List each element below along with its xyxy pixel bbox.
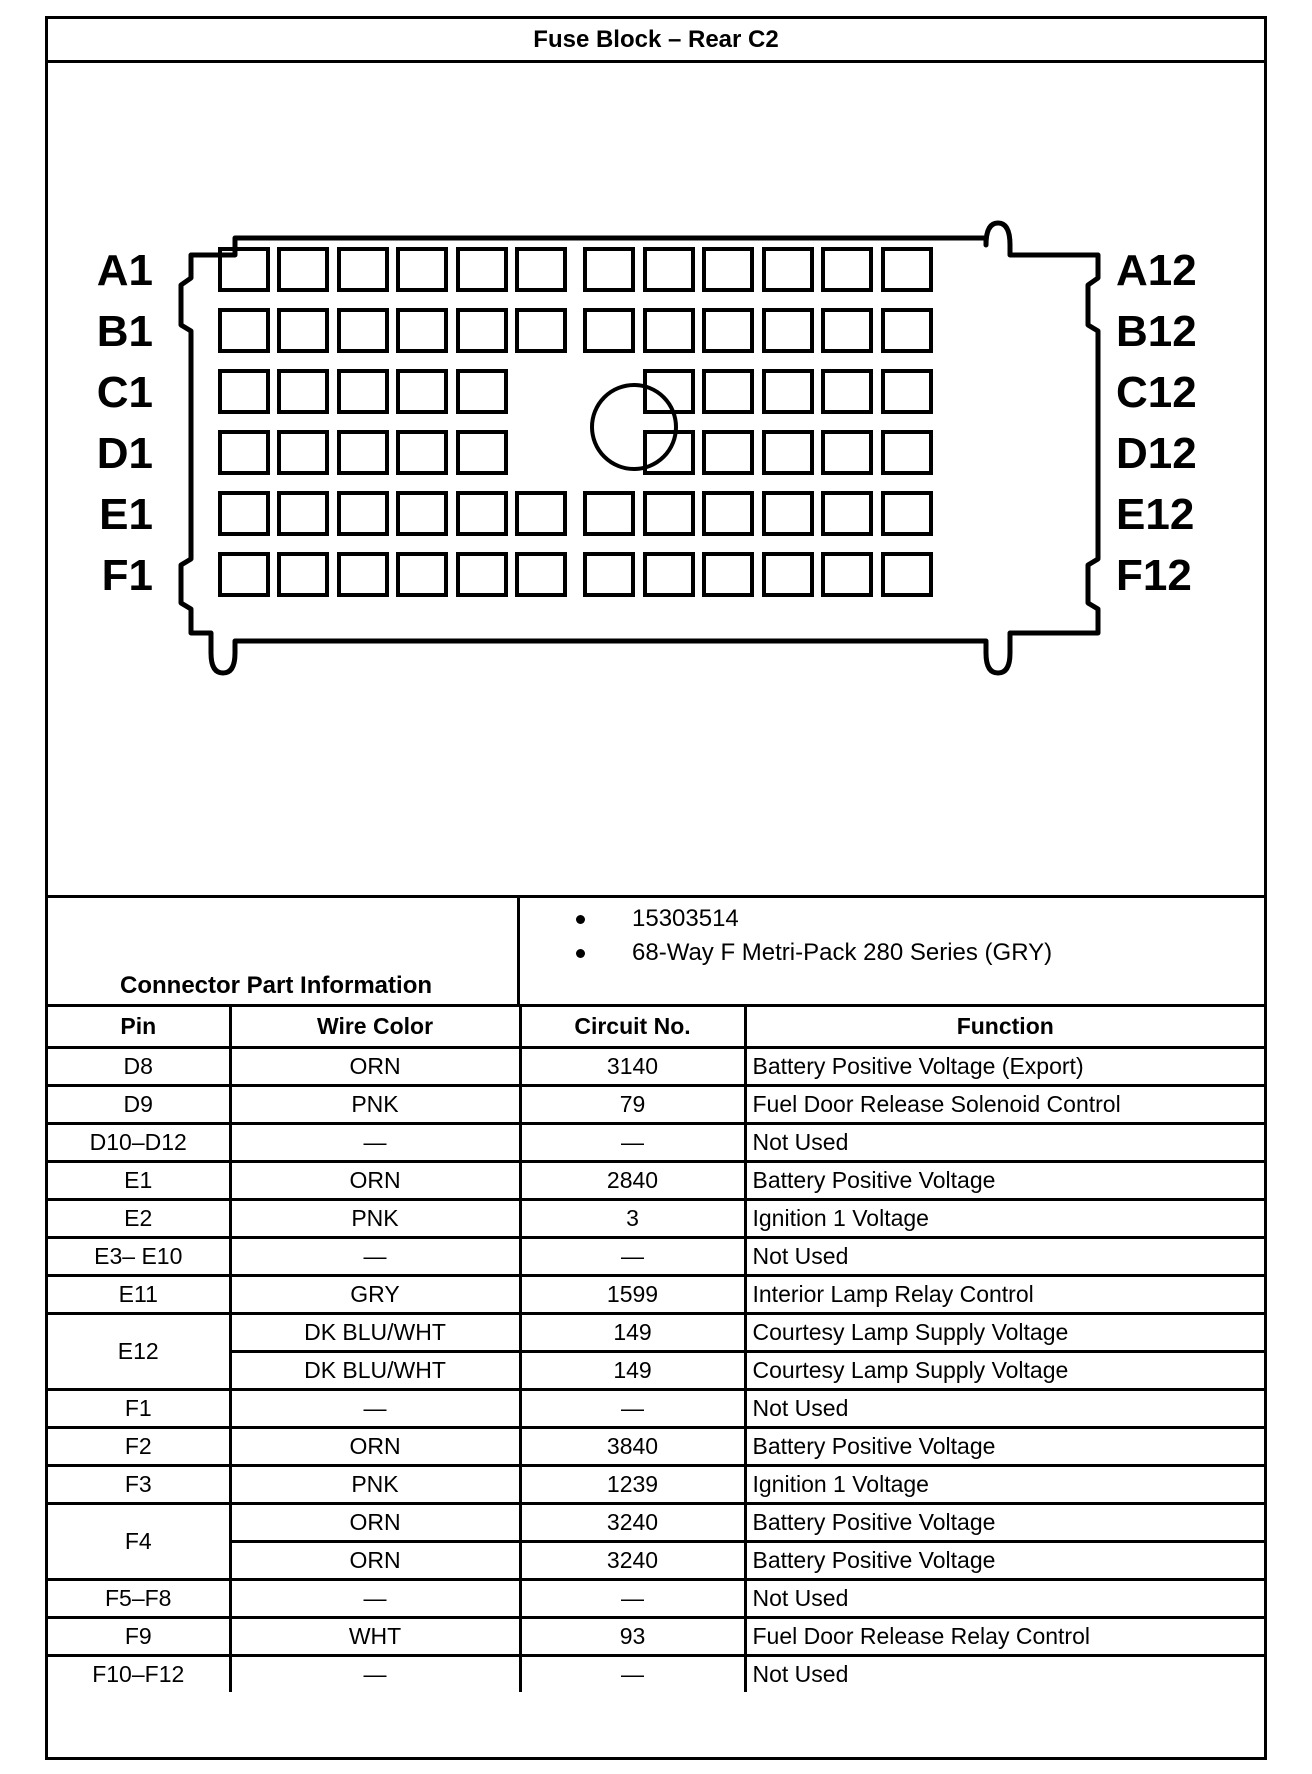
function-cell: Not Used bbox=[745, 1238, 1264, 1276]
pin-cavity bbox=[823, 493, 871, 534]
pin-cavity bbox=[398, 554, 446, 595]
pin-cavity bbox=[585, 554, 633, 595]
row-label-left: C1 bbox=[96, 368, 153, 417]
pin-cavity bbox=[645, 310, 693, 351]
wire-color-cell: WHT bbox=[230, 1618, 520, 1656]
pin-cavity bbox=[883, 249, 931, 290]
connector-info-item bbox=[520, 936, 1264, 970]
pin-cavity bbox=[279, 432, 327, 473]
row-label-right: A12 bbox=[1116, 246, 1197, 295]
table-row bbox=[48, 1428, 1264, 1466]
row-label-left: E1 bbox=[99, 490, 153, 539]
pin-cavity bbox=[585, 249, 633, 290]
pin-cavity bbox=[398, 249, 446, 290]
pin-cavity bbox=[220, 493, 268, 534]
function-cell: Not Used bbox=[745, 1124, 1264, 1162]
pin-cavity bbox=[764, 249, 812, 290]
pin-cavity bbox=[398, 371, 446, 412]
pin-cavity bbox=[398, 310, 446, 351]
pin-cavity bbox=[398, 493, 446, 534]
pin-cavity bbox=[645, 554, 693, 595]
table-row bbox=[48, 1542, 1264, 1580]
pin-cavity bbox=[279, 371, 327, 412]
pin-cell: E12 bbox=[48, 1314, 230, 1390]
pin-cell: D9 bbox=[48, 1086, 230, 1124]
pin-cavity bbox=[764, 432, 812, 473]
pin-cavity bbox=[279, 493, 327, 534]
circuit-cell: 149 bbox=[520, 1352, 745, 1390]
table-row bbox=[48, 1580, 1264, 1618]
pin-cavity bbox=[585, 493, 633, 534]
wire-color-cell: ORN bbox=[230, 1428, 520, 1466]
pin-cavity bbox=[883, 310, 931, 351]
circuit-cell: — bbox=[520, 1656, 745, 1693]
wire-color-cell: ORN bbox=[230, 1048, 520, 1086]
wire-color-cell: — bbox=[230, 1580, 520, 1618]
circuit-cell: — bbox=[520, 1580, 745, 1618]
connector-diagram bbox=[48, 63, 1264, 895]
pin-cavity bbox=[764, 310, 812, 351]
polarization-key-circle bbox=[592, 385, 676, 469]
circuit-cell: 3240 bbox=[520, 1542, 745, 1580]
table-row bbox=[48, 1276, 1264, 1314]
pin-cavity bbox=[517, 493, 565, 534]
connector-face-drawing bbox=[48, 63, 1264, 895]
table-row bbox=[48, 1466, 1264, 1504]
pin-cell: F4 bbox=[48, 1504, 230, 1580]
connector-part-information bbox=[48, 895, 1264, 1007]
table-row bbox=[48, 1504, 1264, 1542]
circuit-cell: 3240 bbox=[520, 1504, 745, 1542]
function-cell: Battery Positive Voltage bbox=[745, 1428, 1264, 1466]
pin-cavity bbox=[458, 493, 506, 534]
circuit-cell: 93 bbox=[520, 1618, 745, 1656]
wire-color-cell: GRY bbox=[230, 1276, 520, 1314]
row-label-right: E12 bbox=[1116, 490, 1195, 539]
connector-info-list bbox=[520, 898, 1264, 1004]
function-cell: Not Used bbox=[745, 1656, 1264, 1693]
function-cell: Fuel Door Release Relay Control bbox=[745, 1618, 1264, 1656]
function-cell: Interior Lamp Relay Control bbox=[745, 1276, 1264, 1314]
table-row bbox=[48, 1048, 1264, 1086]
wire-color-cell: ORN bbox=[230, 1162, 520, 1200]
function-cell: Battery Positive Voltage bbox=[745, 1504, 1264, 1542]
pin-cell: E11 bbox=[48, 1276, 230, 1314]
pin-cavity bbox=[517, 249, 565, 290]
wire-color-cell: — bbox=[230, 1656, 520, 1693]
function-cell: Courtesy Lamp Supply Voltage bbox=[745, 1352, 1264, 1390]
pin-cavity bbox=[339, 249, 387, 290]
pin-cavity bbox=[764, 493, 812, 534]
pin-cavity bbox=[704, 371, 752, 412]
pin-cavity bbox=[220, 371, 268, 412]
header-pin: Pin bbox=[48, 1007, 230, 1048]
function-cell: Battery Positive Voltage bbox=[745, 1162, 1264, 1200]
function-cell: Ignition 1 Voltage bbox=[745, 1200, 1264, 1238]
connector-info-label: Connector Part Information bbox=[120, 972, 433, 999]
pin-cavity bbox=[279, 554, 327, 595]
pin-cavity bbox=[645, 249, 693, 290]
wire-color-cell: PNK bbox=[230, 1466, 520, 1504]
pin-cavity bbox=[458, 371, 506, 412]
wire-color-cell: PNK bbox=[230, 1086, 520, 1124]
pin-cavity bbox=[339, 554, 387, 595]
table-row bbox=[48, 1618, 1264, 1656]
pin-cavity bbox=[823, 554, 871, 595]
pin-cavity bbox=[220, 554, 268, 595]
bullet-icon bbox=[576, 915, 585, 924]
row-label-left: F1 bbox=[101, 551, 153, 600]
header-wire-color: Wire Color bbox=[230, 1007, 520, 1048]
pin-cavity bbox=[823, 371, 871, 412]
function-cell: Courtesy Lamp Supply Voltage bbox=[745, 1314, 1264, 1352]
pin-cell: F2 bbox=[48, 1428, 230, 1466]
pin-cell: F3 bbox=[48, 1466, 230, 1504]
pin-cavity bbox=[339, 432, 387, 473]
circuit-cell: 3 bbox=[520, 1200, 745, 1238]
pin-cavity bbox=[279, 249, 327, 290]
wire-color-cell: ORN bbox=[230, 1542, 520, 1580]
circuit-cell: — bbox=[520, 1124, 745, 1162]
table-row bbox=[48, 1390, 1264, 1428]
pin-cell: E1 bbox=[48, 1162, 230, 1200]
pin-cavity bbox=[458, 310, 506, 351]
pin-cavity bbox=[339, 493, 387, 534]
circuit-cell: — bbox=[520, 1238, 745, 1276]
pin-cavity bbox=[704, 432, 752, 473]
wire-color-cell: PNK bbox=[230, 1200, 520, 1238]
row-label-left: A1 bbox=[96, 246, 153, 295]
connector-info-label-cell bbox=[48, 898, 520, 1004]
wire-color-cell: — bbox=[230, 1124, 520, 1162]
pin-cavity bbox=[883, 493, 931, 534]
table-row bbox=[48, 1086, 1264, 1124]
function-cell: Not Used bbox=[745, 1390, 1264, 1428]
pinout-table bbox=[48, 1007, 1264, 1692]
table-row bbox=[48, 1352, 1264, 1390]
circuit-cell: 79 bbox=[520, 1086, 745, 1124]
pin-cavity bbox=[220, 310, 268, 351]
pin-cell: F9 bbox=[48, 1618, 230, 1656]
function-cell: Battery Positive Voltage bbox=[745, 1542, 1264, 1580]
pin-cavity bbox=[458, 432, 506, 473]
pin-cavity bbox=[704, 493, 752, 534]
table-row bbox=[48, 1314, 1264, 1352]
bullet-icon bbox=[576, 949, 585, 958]
circuit-cell: — bbox=[520, 1390, 745, 1428]
circuit-cell: 1599 bbox=[520, 1276, 745, 1314]
row-label-left: B1 bbox=[96, 307, 153, 356]
wire-color-cell: — bbox=[230, 1390, 520, 1428]
pin-cavity bbox=[517, 554, 565, 595]
function-cell: Not Used bbox=[745, 1580, 1264, 1618]
pin-cavity bbox=[645, 493, 693, 534]
pin-cell: F10–F12 bbox=[48, 1656, 230, 1693]
pin-cavity bbox=[339, 371, 387, 412]
header-circuit-no: Circuit No. bbox=[520, 1007, 745, 1048]
pin-cavity bbox=[220, 432, 268, 473]
connector-info-item bbox=[520, 902, 1264, 936]
wire-color-cell: ORN bbox=[230, 1504, 520, 1542]
row-label-left: D1 bbox=[96, 429, 153, 478]
table-row bbox=[48, 1656, 1264, 1693]
pin-cell: F5–F8 bbox=[48, 1580, 230, 1618]
pin-cell: D10–D12 bbox=[48, 1124, 230, 1162]
pin-cavity bbox=[458, 249, 506, 290]
pin-cell: E3– E10 bbox=[48, 1238, 230, 1276]
pin-cavity bbox=[823, 432, 871, 473]
row-label-right: D12 bbox=[1116, 429, 1197, 478]
pin-cavity bbox=[883, 554, 931, 595]
connector-description: 68-Way F Metri-Pack 280 Series (GRY) bbox=[632, 939, 1053, 966]
row-label-right: C12 bbox=[1116, 368, 1197, 417]
function-cell: Fuel Door Release Solenoid Control bbox=[745, 1086, 1264, 1124]
function-cell: Ignition 1 Voltage bbox=[745, 1466, 1264, 1504]
circuit-cell: 1239 bbox=[520, 1466, 745, 1504]
part-number: 15303514 bbox=[632, 905, 739, 932]
pin-cavity bbox=[585, 310, 633, 351]
table-row bbox=[48, 1200, 1264, 1238]
table-header-row bbox=[48, 1007, 1264, 1048]
pin-cavity bbox=[704, 310, 752, 351]
function-cell: Battery Positive Voltage (Export) bbox=[745, 1048, 1264, 1086]
pin-cavity bbox=[823, 310, 871, 351]
pin-cavity bbox=[883, 371, 931, 412]
pin-cavities bbox=[220, 249, 931, 595]
table-row bbox=[48, 1162, 1264, 1200]
pin-cavity bbox=[517, 310, 565, 351]
wire-color-cell: — bbox=[230, 1238, 520, 1276]
circuit-cell: 149 bbox=[520, 1314, 745, 1352]
pin-cavity bbox=[398, 432, 446, 473]
table-row bbox=[48, 1124, 1264, 1162]
pin-cavity bbox=[764, 554, 812, 595]
pin-cavity bbox=[704, 554, 752, 595]
pin-cell: F1 bbox=[48, 1390, 230, 1428]
pin-cavity bbox=[704, 249, 752, 290]
header-function: Function bbox=[745, 1007, 1264, 1048]
circuit-cell: 2840 bbox=[520, 1162, 745, 1200]
pin-cell: D8 bbox=[48, 1048, 230, 1086]
pin-cavity bbox=[279, 310, 327, 351]
row-label-right: B12 bbox=[1116, 307, 1197, 356]
pin-cavity bbox=[883, 432, 931, 473]
pin-cavity bbox=[764, 371, 812, 412]
wire-color-cell: DK BLU/WHT bbox=[230, 1314, 520, 1352]
connector-sheet bbox=[45, 16, 1267, 1760]
page-title: Fuse Block – Rear C2 bbox=[48, 19, 1264, 63]
pin-cavity bbox=[823, 249, 871, 290]
table-row bbox=[48, 1238, 1264, 1276]
circuit-cell: 3840 bbox=[520, 1428, 745, 1466]
pin-cavity bbox=[458, 554, 506, 595]
pin-cavity bbox=[339, 310, 387, 351]
circuit-cell: 3140 bbox=[520, 1048, 745, 1086]
row-label-right: F12 bbox=[1116, 551, 1192, 600]
pin-cell: E2 bbox=[48, 1200, 230, 1238]
wire-color-cell: DK BLU/WHT bbox=[230, 1352, 520, 1390]
